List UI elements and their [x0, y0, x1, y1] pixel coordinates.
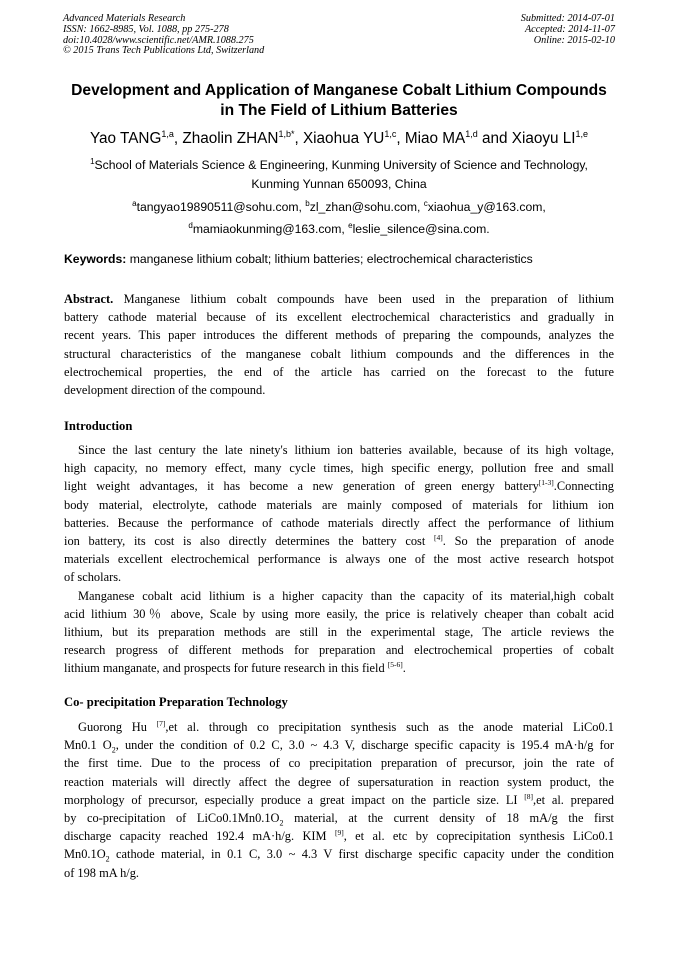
citation-ref: [4]: [434, 532, 443, 542]
email-mark: c: [423, 199, 428, 208]
keywords: [64, 251, 616, 267]
author-separator: ,: [173, 130, 183, 148]
email-address[interactable]: mamiaokunming@163.com,: [192, 221, 349, 236]
copyright-line: © 2015 Trans Tech Publications Ltd, Switzerland: [63, 45, 265, 57]
body-text: . So the preparation of anode: [442, 533, 614, 548]
online-date: Online: 2015-02-10: [533, 34, 615, 46]
author-affil-mark: 1,d: [465, 129, 478, 139]
body-text: Mn0.1 O: [64, 738, 112, 753]
body-line: the first time. Due to the process of co precipitation preparation of precursor, join the rate of: [64, 756, 614, 771]
abstract: [64, 290, 614, 399]
abstract-line: development direction of the compound.: [64, 382, 266, 397]
body-line: [64, 659, 614, 677]
email-address[interactable]: zl_zhan@sohu.com,: [309, 200, 424, 215]
body-line: of 198 mA h/g.: [64, 865, 140, 880]
body-text: Mn0.1O: [64, 847, 106, 862]
body-text: ion battery, its cost is also directly determines the battery cost: [64, 533, 435, 548]
abstract-line: recent years. This paper introduces the different methods of preparing the compounds, analyzes the: [64, 328, 614, 343]
body-line: materials excellent electrochemical performance is always one of the most active research hotspot: [64, 552, 614, 567]
affiliation: [40, 152, 638, 194]
body-line: high capacity, no memory effect, many cycle times, high specific energy, pollution free and small: [64, 461, 614, 476]
body-text: discharge capacity reached 192.4 mA·h/g. KIM: [64, 829, 335, 844]
email-address[interactable]: leslie_silence@sina.com.: [352, 221, 490, 236]
journal-name: Advanced Materials Research: [63, 13, 186, 24]
citation-ref: [5-6]: [387, 660, 403, 670]
author-name: Zhaolin ZHAN: [182, 130, 279, 148]
body-text: cathode material, in 0.1 C, 3.0 ~ 4.3 V first discharge specific capacity under the condition: [109, 847, 614, 862]
issn-line: ISSN: 1662-8985, Vol. 1088, pp 275-278: [63, 23, 229, 35]
body-line: [64, 791, 614, 809]
introduction-paragraph-1: [64, 441, 614, 587]
coprecipitation-paragraph: [64, 718, 614, 882]
body-line: Manganese cobalt acid lithium is a higher capacity than the capacity of its material,high cobalt: [78, 588, 614, 603]
abstract-line: structural characteristics of the manganese cobalt lithium compounds and the differences in the: [64, 346, 614, 361]
email-address[interactable]: tangyao19890511@sohu.com,: [136, 200, 306, 215]
journal-header-left: [63, 14, 264, 57]
title-line-2: in The Field of Lithium Batteries: [220, 102, 458, 119]
keywords-label: Keywords:: [64, 252, 127, 266]
author-name: Xiaoyu LI: [511, 130, 576, 148]
doi-line: doi:10.4028/www.scientific.net/AMR.1088.275: [63, 34, 254, 46]
abstract-line: [64, 290, 614, 308]
author-emails: [40, 195, 638, 238]
author-affil-mark: 1,b*: [278, 129, 295, 139]
submitted-date: Submitted: 2014-07-01: [520, 13, 615, 24]
formula-subscript: 2: [111, 745, 116, 755]
body-line: [64, 809, 614, 827]
body-line: acid lithium 30％ above, Scale by using more easily, the price is relatively cheaper than cobalt acid: [64, 606, 614, 621]
affiliation-text: School of Materials Science & Engineering, Kunming University of Science and Technology,: [94, 158, 588, 173]
citation-ref: [1-3]: [538, 478, 554, 488]
email-mark: e: [348, 220, 353, 230]
affiliation-mark: 1: [90, 157, 95, 166]
body-line: [64, 718, 614, 736]
email-line-2: [40, 217, 638, 239]
body-text: by co-precipitation of LiCo0.1Mn0.1O: [64, 810, 280, 825]
email-mark: a: [132, 199, 137, 208]
body-text: lithium manganate, and prospects for future research in this field: [64, 661, 388, 676]
email-line-1: [40, 195, 638, 217]
affiliation-line-1: [40, 152, 638, 175]
paper-title: [40, 81, 638, 121]
body-line: lithium, but its preparation methods are still in the experimental stage, The article reviews the: [64, 624, 614, 639]
body-line: [64, 532, 614, 550]
body-line: body material, electrolyte, cathode materials are mainly composed of materials for lithium ion: [64, 497, 614, 512]
citation-ref: [8]: [524, 791, 534, 801]
introduction-paragraph-2: [64, 587, 614, 678]
abstract-line: electrochemical properties, the end of the article has carried on the forecast to the future: [64, 364, 614, 379]
body-text: ,et al. prepared: [533, 792, 614, 807]
body-line: [64, 845, 614, 863]
formula-subscript: 2: [105, 854, 110, 864]
abstract-text: Manganese lithium cobalt compounds have been used in the preparation of lithium: [113, 292, 614, 306]
author-name: Miao MA: [404, 130, 466, 148]
body-line: research progress of different methods for preparation and electrochemical properties of cobalt: [64, 643, 614, 658]
author-separator: ,: [294, 130, 303, 148]
citation-ref: [7]: [156, 718, 166, 728]
keywords-text: manganese lithium cobalt; lithium batteries; electrochemical characteristics: [126, 252, 533, 266]
author-separator: ,: [396, 130, 405, 148]
body-text: , et al. etc by coprecipitation synthesis LiCo0.1: [343, 829, 614, 844]
introduction-heading: Introduction: [64, 419, 133, 433]
abstract-label: Abstract.: [64, 292, 114, 306]
author-affil-mark: 1,e: [575, 129, 589, 139]
body-line: [64, 827, 614, 845]
body-line: [64, 736, 614, 754]
email-mark: b: [305, 199, 310, 208]
coprecipitation-heading: Co- precipitation Preparation Technology: [64, 695, 288, 709]
journal-header-right: [521, 14, 615, 46]
author-name: Xiaohua YU: [302, 130, 385, 148]
body-text: Guorong Hu: [78, 720, 157, 734]
body-text: ,et al. through co precipitation synthesis such as the anode material LiCo0.1: [165, 720, 614, 734]
accepted-date: Accepted: 2014-11-07: [524, 23, 615, 35]
email-mark: d: [188, 220, 193, 230]
body-line: of scholars.: [64, 570, 122, 585]
body-line: Since the last century the late ninety's lithium ion batteries available, because of its high voltage,: [78, 443, 614, 457]
author-separator: and: [477, 130, 512, 148]
title-line-1: Development and Application of Manganese Cobalt Lithium Compounds: [71, 82, 607, 99]
body-text: .: [402, 661, 406, 676]
body-line: [64, 477, 614, 495]
author-affil-mark: 1,c: [384, 129, 397, 139]
formula-subscript: 2: [279, 818, 284, 828]
body-line: batteries. Because the performance of cathode materials directly affect the performance of lithium: [64, 515, 614, 530]
body-text: .Connecting: [553, 479, 614, 494]
author-list: [30, 124, 648, 149]
body-text: , under the condition of 0.2 C, 3.0 ~ 4.3 V, discharge specific capacity is 195.4 mA·h/g for: [115, 738, 614, 753]
abstract-line: battery cathode material because of its excellent electrochemical characteristics and gradually in: [64, 310, 614, 325]
affiliation-line-2: Kunming Yunnan 650093, China: [251, 177, 427, 192]
body-text: light weight advantages, it has become a new generation of green energy battery: [64, 479, 539, 494]
body-text: material, at the current density of 18 mA/g the first: [283, 810, 615, 825]
author-name: Yao TANG: [89, 130, 162, 148]
body-line: reaction materials will directly affect the degree of supersaturation in reaction system product, the: [64, 774, 614, 789]
email-address[interactable]: xiaohua_y@163.com,: [427, 200, 546, 215]
citation-ref: [9]: [334, 828, 344, 837]
body-text: morphology of precursor, especially produce a great impact on the particle size. LI: [64, 792, 525, 807]
author-affil-mark: 1,a: [161, 129, 174, 139]
